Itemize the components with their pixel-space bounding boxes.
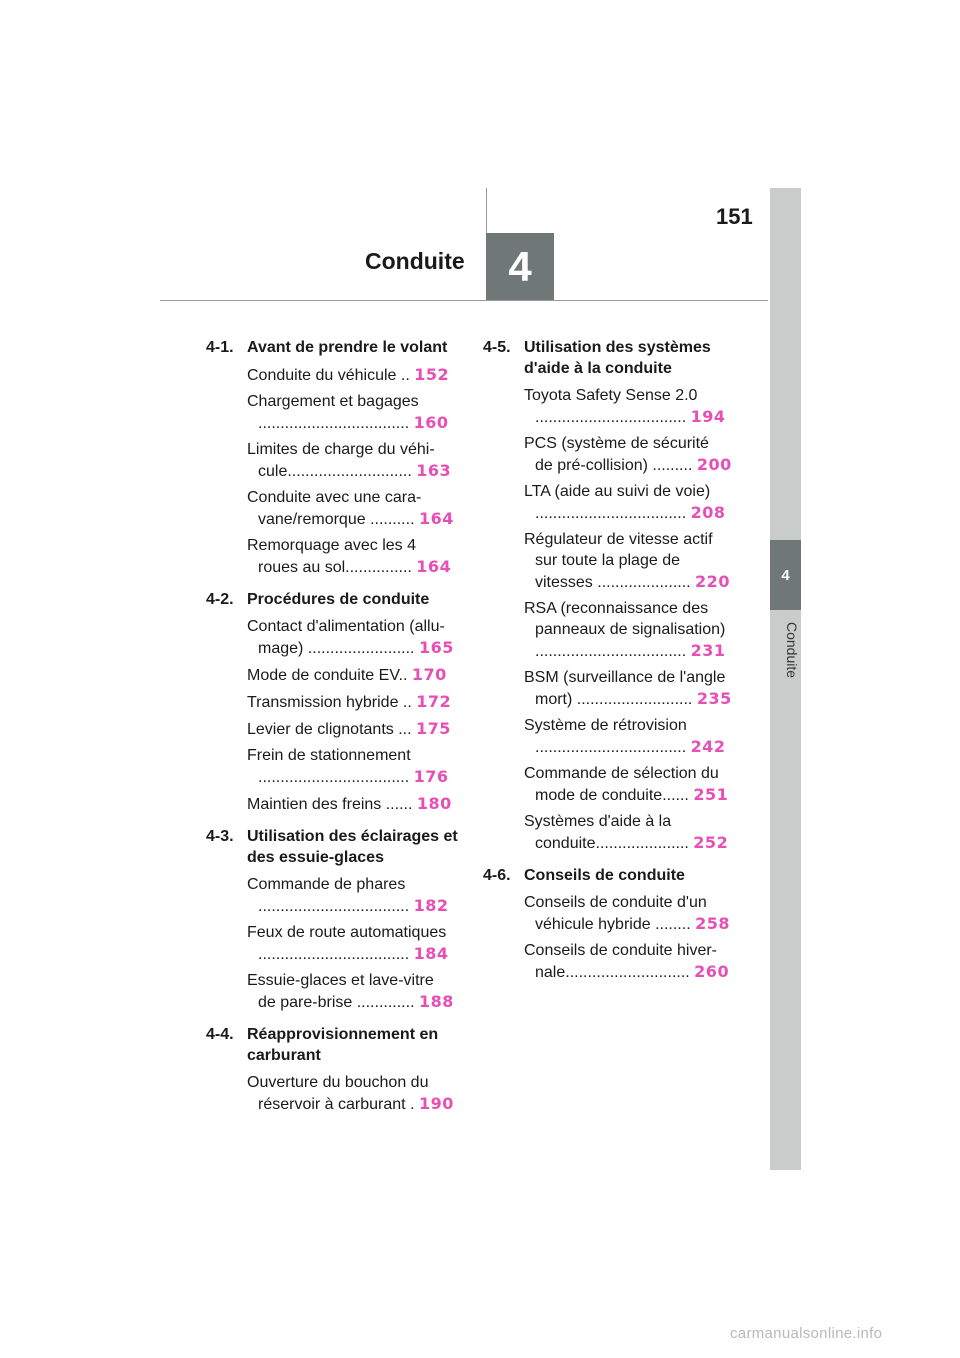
chapter-number-box: 4 <box>486 233 554 301</box>
page-reference[interactable]: 184 <box>413 944 449 963</box>
page-reference[interactable]: 176 <box>413 767 449 786</box>
section-title: Utilisation des éclairages et des essuie-glaces <box>247 828 458 866</box>
section-number: 4-1. <box>206 339 234 356</box>
page-reference[interactable]: 231 <box>690 641 726 660</box>
toc-section-heading[interactable] <box>206 826 461 868</box>
entry-title: Commande de phares <box>247 876 406 893</box>
page-reference[interactable]: 252 <box>693 833 729 852</box>
entry-continuation: nale............................ <box>535 964 690 981</box>
entry-continuation: vitesses ..................... <box>535 574 691 591</box>
entry-title: Conseils de conduite hiver- <box>524 942 717 959</box>
entry-continuation: .................................. <box>535 505 687 522</box>
entry-title: RSA (reconnaissance des <box>524 600 709 617</box>
entry-continuation: réservoir à carburant . <box>258 1096 415 1113</box>
page-reference[interactable]: 152 <box>414 365 450 384</box>
toc-entry[interactable] <box>247 691 461 713</box>
entry-title: Mode de conduite EV.. <box>247 667 408 684</box>
section-title: Procédures de conduite <box>247 591 430 608</box>
toc-section-heading[interactable] <box>206 589 461 610</box>
entry-continuation: conduite..................... <box>535 835 689 852</box>
toc-entry[interactable] <box>524 529 738 593</box>
toc-entry[interactable] <box>247 664 461 686</box>
toc-entry[interactable] <box>247 439 461 482</box>
toc-column-right <box>483 337 738 994</box>
page-reference[interactable]: 160 <box>413 413 449 432</box>
toc-entry[interactable] <box>247 535 461 578</box>
chapter-title: Conduite <box>365 248 465 274</box>
toc-entry[interactable] <box>247 745 461 788</box>
toc-entry[interactable] <box>247 922 461 965</box>
page-reference[interactable]: 172 <box>416 692 452 711</box>
entry-continuation: véhicule hybride ........ <box>535 916 691 933</box>
section-spacer <box>206 1120 461 1126</box>
section-number: 4-3. <box>206 828 234 845</box>
entry-title: Conduite avec une cara- <box>247 489 422 506</box>
entry-title: PCS (système de sécurité <box>524 435 709 452</box>
toc-entry[interactable] <box>524 715 738 758</box>
page-reference[interactable]: 163 <box>416 461 452 480</box>
entry-continuation: de pare-brise ............. <box>258 994 415 1011</box>
toc-entry[interactable] <box>524 940 738 983</box>
header-divider <box>160 300 768 301</box>
toc-entry[interactable] <box>247 487 461 530</box>
page-reference[interactable]: 170 <box>411 665 447 684</box>
side-chapter-tab[interactable]: 4 <box>770 540 801 610</box>
entry-title: Commande de sélection du <box>524 765 719 782</box>
toc-section-heading[interactable] <box>483 337 738 379</box>
page-reference[interactable]: 164 <box>418 509 454 528</box>
entry-title: Régulateur de vitesse actif <box>524 531 713 548</box>
toc-section-heading[interactable] <box>483 865 738 886</box>
section-number: 4-6. <box>483 867 511 884</box>
entry-title: Système de rétrovision <box>524 717 687 734</box>
entry-title: Feux de route automatiques <box>247 924 447 941</box>
entry-title: Toyota Safety Sense 2.0 <box>524 387 698 404</box>
section-title: Réapprovisionnement en carburant <box>247 1026 439 1064</box>
entry-title: Essuie-glaces et lave-vitre <box>247 972 434 989</box>
entry-title: Transmission hybride .. <box>247 694 412 711</box>
page-reference[interactable]: 258 <box>695 914 730 933</box>
page-reference[interactable]: 180 <box>416 794 452 813</box>
page-number: 151 <box>716 204 753 229</box>
page-reference[interactable]: 260 <box>694 962 730 981</box>
entry-title: Frein de stationnement <box>247 747 411 764</box>
toc-entry[interactable] <box>524 598 738 662</box>
toc-entry[interactable] <box>247 718 461 740</box>
toc-entry[interactable] <box>524 811 738 854</box>
toc-column-left <box>206 337 461 1126</box>
toc-entry[interactable] <box>524 667 738 710</box>
page-reference[interactable]: 164 <box>416 557 452 576</box>
page-reference[interactable]: 242 <box>690 737 726 756</box>
toc-entry[interactable] <box>247 391 461 434</box>
page-reference[interactable]: 251 <box>693 785 729 804</box>
entry-continuation: .................................. <box>535 643 687 660</box>
section-number: 4-5. <box>483 339 511 356</box>
footer-watermark: carmanualsonline.info <box>730 1325 883 1342</box>
page-reference[interactable]: 220 <box>695 572 730 591</box>
page-reference[interactable]: 235 <box>696 689 732 708</box>
toc-entry[interactable] <box>524 763 738 806</box>
section-number: 4-2. <box>206 591 234 608</box>
side-chapter-label: Conduite <box>784 622 800 679</box>
page-reference[interactable]: 188 <box>418 992 454 1011</box>
section-title: Utilisation des systèmes d'aide à la conduite <box>524 339 711 377</box>
entry-title: Ouverture du bouchon du <box>247 1074 429 1091</box>
section-title: Conseils de conduite <box>524 867 685 884</box>
toc-entry[interactable] <box>524 481 738 524</box>
entry-continuation: panneaux de signalisation) <box>535 621 726 638</box>
entry-continuation: .................................. <box>258 946 410 963</box>
toc-entry[interactable] <box>247 616 461 659</box>
entry-continuation: sur toute la plage de <box>535 552 680 569</box>
entry-continuation: cule............................ <box>258 463 412 480</box>
toc-entry[interactable] <box>524 433 738 476</box>
toc-section-heading[interactable] <box>206 337 461 358</box>
entry-title: Limites de charge du véhi- <box>247 441 435 458</box>
section-title: Avant de prendre le volant <box>247 339 448 356</box>
entry-continuation: .................................. <box>258 769 410 786</box>
entry-title: Remorquage avec les 4 <box>247 537 416 554</box>
page-reference[interactable]: 208 <box>690 503 726 522</box>
section-number: 4-4. <box>206 1026 234 1043</box>
entry-title: Contact d'alimentation (allu- <box>247 618 445 635</box>
entry-title: Chargement et bagages <box>247 393 419 410</box>
entry-continuation: .................................. <box>258 415 410 432</box>
toc-entry[interactable] <box>247 364 461 386</box>
entry-title: LTA (aide au suivi de voie) <box>524 483 711 500</box>
entry-continuation: .................................. <box>258 898 410 915</box>
section-spacer <box>483 988 738 994</box>
page-reference[interactable]: 190 <box>418 1094 454 1113</box>
entry-continuation: vane/remorque .......... <box>258 511 415 528</box>
entry-continuation: de pré-collision) ......... <box>535 457 693 474</box>
entry-title: Conseils de conduite d'un <box>524 894 707 911</box>
entry-title: Systèmes d'aide à la <box>524 813 672 830</box>
toc-entry[interactable] <box>247 874 461 917</box>
toc-entry[interactable] <box>524 385 738 428</box>
toc-section-heading[interactable] <box>206 1024 461 1066</box>
entry-continuation: mort) .......................... <box>535 691 693 708</box>
toc-entry[interactable] <box>247 793 461 815</box>
entry-continuation: .................................. <box>535 739 687 756</box>
toc-entry[interactable] <box>247 1072 461 1115</box>
entry-continuation: mode de conduite...... <box>535 787 689 804</box>
entry-title: Maintien des freins ...... <box>247 796 413 813</box>
page-reference[interactable]: 182 <box>413 896 449 915</box>
entry-continuation: .................................. <box>535 409 687 426</box>
page-reference[interactable]: 194 <box>690 407 726 426</box>
entry-title: Levier de clignotants ... <box>247 721 412 738</box>
entry-continuation: roues au sol............... <box>258 559 412 576</box>
toc-entry[interactable] <box>524 892 738 935</box>
toc-entry[interactable] <box>247 970 461 1013</box>
entry-title: Conduite du véhicule .. <box>247 367 410 384</box>
page-reference[interactable]: 175 <box>416 719 451 738</box>
page-reference[interactable]: 165 <box>418 638 454 657</box>
entry-continuation: mage) ........................ <box>258 640 415 657</box>
page-reference[interactable]: 200 <box>696 455 732 474</box>
entry-title: BSM (surveillance de l'angle <box>524 669 726 686</box>
